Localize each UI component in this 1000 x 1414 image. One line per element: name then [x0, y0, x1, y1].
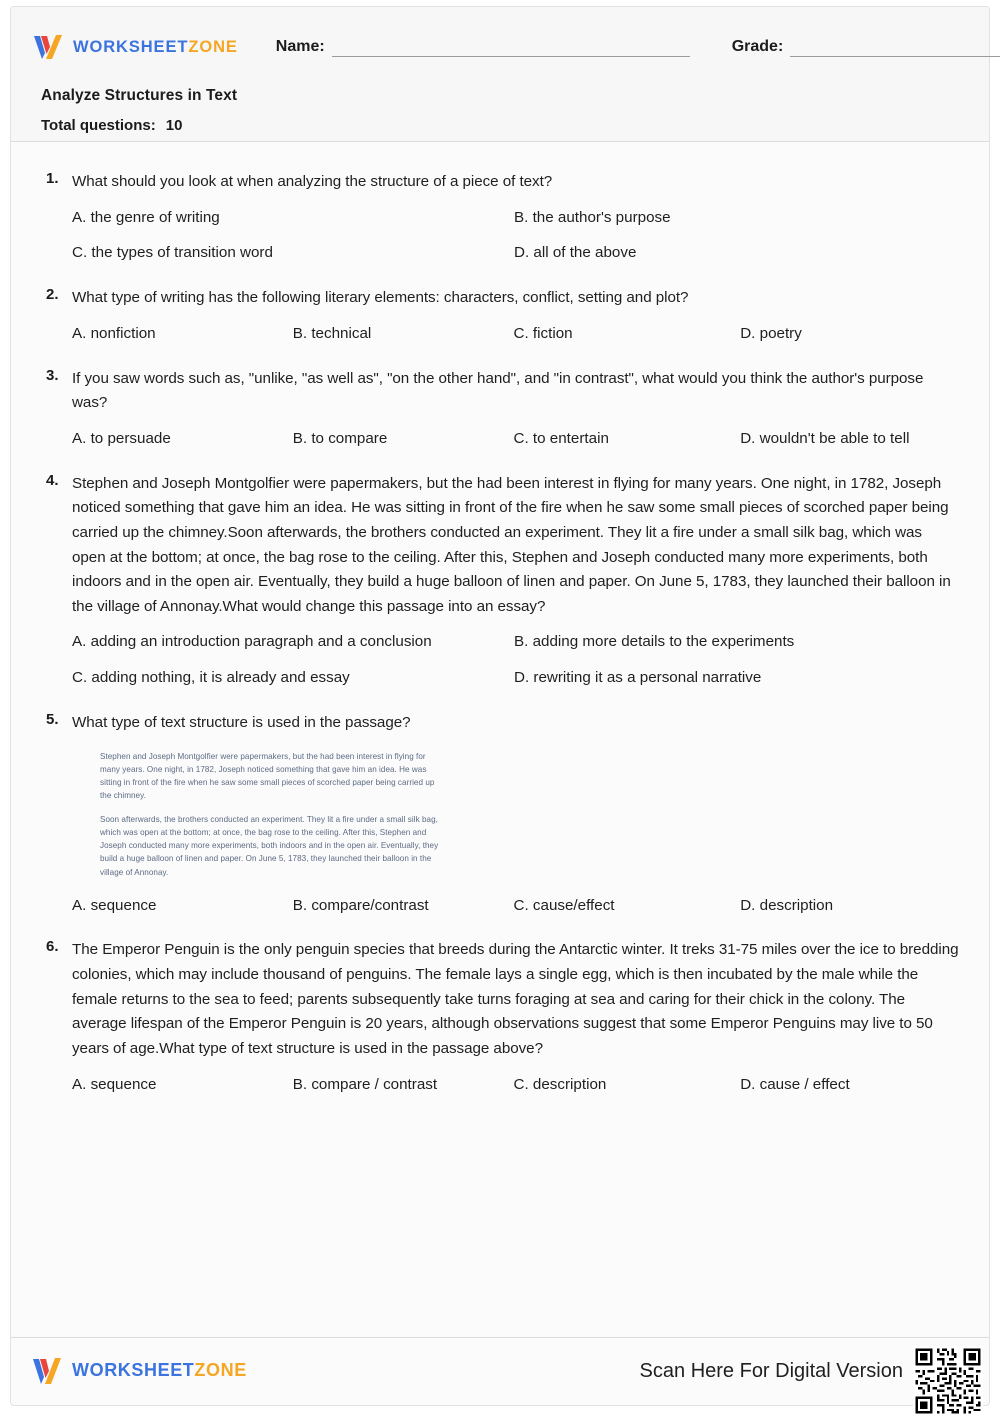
questions-list: [11, 142, 989, 1332]
question-text: If you saw words such as, "unlike, "as well as", "on the other hand", and "in contrast", what would you think the author's purpose was?: [72, 369, 924, 412]
grade-field-line[interactable]: [790, 40, 1000, 57]
option-d[interactable]: D. description: [740, 896, 834, 914]
option-b[interactable]: B. compare/contrast: [292, 896, 429, 914]
option-row: [72, 323, 959, 346]
option-a[interactable]: A. the genre of writing: [72, 208, 220, 226]
option-b[interactable]: B. the author's purpose: [514, 208, 671, 226]
option-b[interactable]: B. technical: [292, 324, 372, 342]
question-item: [41, 711, 959, 917]
qr-code-icon[interactable]: [913, 1346, 983, 1414]
scan-prompt-text: Scan Here For Digital Version: [639, 1360, 903, 1382]
option-a[interactable]: A. to persuade: [72, 429, 171, 447]
question-text: What should you look at when analyzing the structure of a piece of text?: [72, 173, 553, 190]
question-text: What type of text structure is used in the passage?: [72, 714, 411, 732]
question-item: [41, 286, 959, 345]
footer-brand-name-first: WORKSHEET: [72, 1359, 195, 1380]
option-a[interactable]: A. nonfiction: [72, 324, 156, 342]
grade-field[interactable]: [732, 38, 1000, 57]
option-d[interactable]: D. rewriting it as a personal narrative: [514, 669, 762, 687]
question-options: [72, 631, 959, 690]
total-questions-count: 10: [165, 117, 183, 134]
option-b[interactable]: B. adding more details to the experiments: [514, 633, 795, 651]
question-item: [41, 938, 959, 1096]
question-item: [41, 367, 959, 451]
question-options: [72, 1074, 959, 1097]
worksheetzone-w-logo-icon: [31, 1356, 65, 1384]
option-c[interactable]: C. the types of transition word: [72, 244, 273, 262]
footer-brand-logo[interactable]: [31, 1356, 247, 1384]
brand-name-first: WORKSHEET: [73, 37, 189, 56]
embedded-passage-image: [100, 750, 440, 879]
option-a[interactable]: A. sequence: [72, 1075, 157, 1093]
question-options: [72, 323, 959, 346]
question-text: The Emperor Penguin is the only penguin species that breeds during the Antarctic winter. It treks 31-75 miles over the ice to bredding colonies, which may include thousand of penguins. The female lays a single egg, which is then incubated by the male while the female returns to the sea to feed; parents subsequently take turns foraging at sea and caring for their chick in the colony. The average lifespan of the Emperor Penguin is 20 years, although observations suggest that some Emperor Penguins may live to 50 years of age.What type of text structure is used in the passage above?: [72, 941, 959, 1057]
question-number: 3.: [46, 366, 59, 384]
worksheet-header: [11, 7, 989, 142]
question-options: [72, 207, 959, 266]
brand-logo[interactable]: [32, 33, 238, 61]
option-d[interactable]: D. all of the above: [514, 244, 637, 262]
total-questions-label: Total questions:: [41, 117, 156, 134]
name-field-label: Name:: [275, 37, 325, 55]
brand-name: [73, 38, 238, 57]
option-a[interactable]: A. adding an introduction paragraph and a conclusion: [72, 633, 432, 651]
embedded-passage-paragraph: Stephen and Joseph Montgolfier were papermakers, but the had been interest in flying for many years. One night, in 1782, Joseph noticed something that gave him an idea. He was sitting in front of the fire when he saw some small pieces of scorched paper being carried up the chimney.: [100, 751, 435, 800]
page-title: Analyze Structures in Text: [41, 87, 238, 104]
option-row: [72, 207, 959, 230]
option-c[interactable]: C. to entertain: [513, 429, 609, 447]
option-row: [72, 667, 959, 690]
question-number: 2.: [46, 286, 59, 304]
total-questions: [41, 117, 182, 134]
question-text: Stephen and Joseph Montgolfier were papermakers, but the had been interest in flying for many years. One night, in 1782, Joseph noticed something that gave him an idea. He was sitting in front of the fire when he saw some small pieces of scorched paper being carried up the chimney.Soon afterwards, the brothers conducted an experiment. They lit a fire under a small silk bag, which was open at the bottom; at once, the bag rose to the ceiling. After this, Stephen and Joseph conducted many more experiments, both indoors and in the open air. Eventually, they build a huge balloon of linen and paper. On June 5, 1783, they launched their balloon in the village of Annonay.What would change this passage into an essay?: [72, 474, 951, 615]
question-number: 6.: [46, 938, 59, 956]
question-number: 5.: [46, 711, 59, 729]
option-row: [72, 242, 959, 265]
option-row: [72, 1074, 959, 1097]
option-row: [72, 631, 959, 654]
question-number: 1.: [46, 170, 59, 187]
question-number: 4.: [46, 471, 59, 489]
option-row: [72, 895, 959, 918]
option-d[interactable]: D. cause / effect: [740, 1075, 850, 1093]
header-top-row: [32, 29, 972, 65]
option-c[interactable]: C. description: [513, 1075, 607, 1093]
question-options: [72, 428, 959, 451]
option-c[interactable]: C. fiction: [513, 324, 573, 342]
name-field-line[interactable]: [332, 40, 690, 57]
option-d[interactable]: D. wouldn't be able to tell: [740, 429, 910, 447]
worksheet-footer: [11, 1337, 989, 1406]
option-row: [72, 428, 959, 451]
option-a[interactable]: A. sequence: [72, 896, 157, 914]
embedded-passage-paragraph: Soon afterwards, the brothers conducted an experiment. They lit a fire under a small silk bag, which was open at the bottom; at once, the bag rose to the ceiling. After this, Stephen and Joseph conducted many more experiments, both indoors and in the open air. Eventually, they build a huge balloon of linen and paper. On June 5, 1783, they launched their balloon in the village of Annonay.: [100, 815, 439, 877]
footer-brand-name-second: ZONE: [194, 1359, 247, 1380]
footer-brand-name: [72, 1360, 247, 1381]
option-b[interactable]: B. compare / contrast: [292, 1075, 438, 1093]
grade-field-label: Grade:: [731, 37, 784, 55]
question-options: [72, 895, 959, 918]
worksheetzone-w-logo-icon: [32, 33, 66, 61]
option-d[interactable]: D. poetry: [740, 324, 802, 342]
question-item: [41, 170, 959, 265]
question-text: What type of writing has the following literary elements: characters, conflict, setting and plot?: [72, 289, 689, 307]
option-b[interactable]: B. to compare: [292, 429, 388, 447]
option-c[interactable]: C. cause/effect: [513, 896, 615, 914]
option-c[interactable]: C. adding nothing, it is already and essay: [72, 669, 350, 687]
brand-name-second: ZONE: [188, 37, 238, 56]
name-field[interactable]: [276, 38, 690, 57]
question-item: [41, 472, 959, 690]
